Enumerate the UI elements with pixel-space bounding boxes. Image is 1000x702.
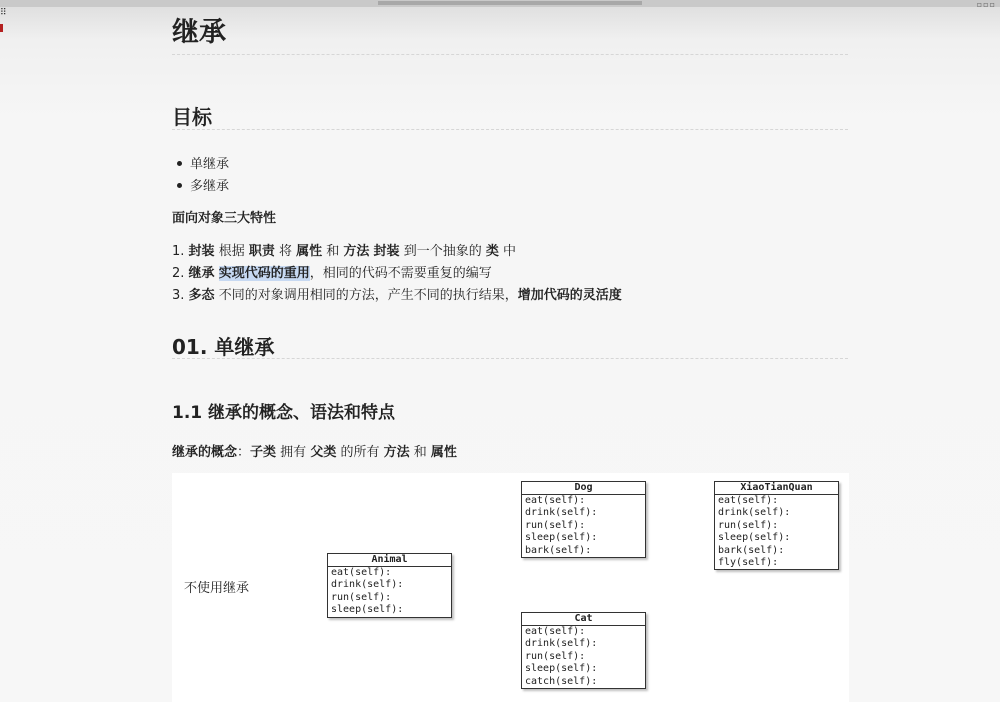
method-row: bark(self): [718, 544, 785, 556]
class-name: Cat [522, 613, 645, 626]
class-name: Animal [328, 554, 451, 567]
goal-heading: 目标 [172, 105, 212, 129]
class-name: Dog [522, 482, 645, 495]
method-row: bark(self): [525, 544, 592, 556]
method-row: sleep(self): [525, 532, 598, 544]
corner-dots: ▫▫▫ [976, 0, 996, 9]
text-selection-highlight: 实现代码的重用 [218, 266, 310, 281]
class-box-dog [521, 481, 646, 558]
section-heading: 01. 单继承 [172, 335, 275, 359]
corner-mark [0, 24, 3, 32]
method-row: sleep(self): [525, 663, 598, 675]
method-row: drink(self): [525, 638, 598, 650]
method-row: drink(self): [718, 507, 791, 519]
class-box-animal [327, 553, 452, 618]
method-row: sleep(self): [331, 604, 404, 616]
method-row: catch(self): [525, 675, 598, 687]
title-bar-segment [378, 1, 642, 5]
divider [172, 54, 848, 55]
list-item: 2. 继承 实现代码的重用，相同的代码不需要重复的编写 [172, 266, 492, 281]
method-row: fly(self): [718, 557, 779, 569]
list-item: 单继承 [172, 153, 229, 172]
method-row: run(self): [525, 519, 586, 531]
method-row: eat(self): [525, 626, 586, 637]
subsection-heading: 1.1 继承的概念、语法和特点 [172, 403, 396, 423]
method-row: eat(self): [525, 495, 586, 506]
list-item: 3. 多态 不同的对象调用相同的方法，产生不同的执行结果，增加代码的灵活度 [172, 288, 622, 303]
uml-figure [172, 473, 849, 702]
method-row: run(self): [718, 519, 779, 531]
list-item: 1. 封装 根据 职责 将 属性 和 方法 封装 到一个抽象的 类 中 [172, 244, 516, 259]
oop-heading: 面向对象三大特性 [172, 211, 277, 226]
method-row: sleep(self): [718, 532, 791, 544]
class-name: XiaoTianQuan [715, 482, 838, 495]
divider [172, 129, 848, 130]
method-row: eat(self): [718, 495, 779, 506]
class-box-cat [521, 612, 646, 689]
concept-paragraph: 继承的概念：子类 拥有 父类 的所有 方法 和 属性 [172, 445, 457, 460]
corner-glyph: ⠿ [0, 8, 7, 18]
method-row: drink(self): [331, 579, 404, 591]
figure-label: 不使用继承 [184, 581, 250, 596]
method-row: run(self): [331, 591, 392, 603]
page-title: 继承 [172, 17, 226, 48]
method-row: eat(self): [331, 567, 392, 578]
divider [172, 358, 848, 359]
list-item: 多继承 [172, 175, 229, 194]
window-top-bar [0, 0, 1000, 7]
method-row: drink(self): [525, 507, 598, 519]
class-box-xiaotianquan [714, 481, 839, 570]
method-row: run(self): [525, 650, 586, 662]
